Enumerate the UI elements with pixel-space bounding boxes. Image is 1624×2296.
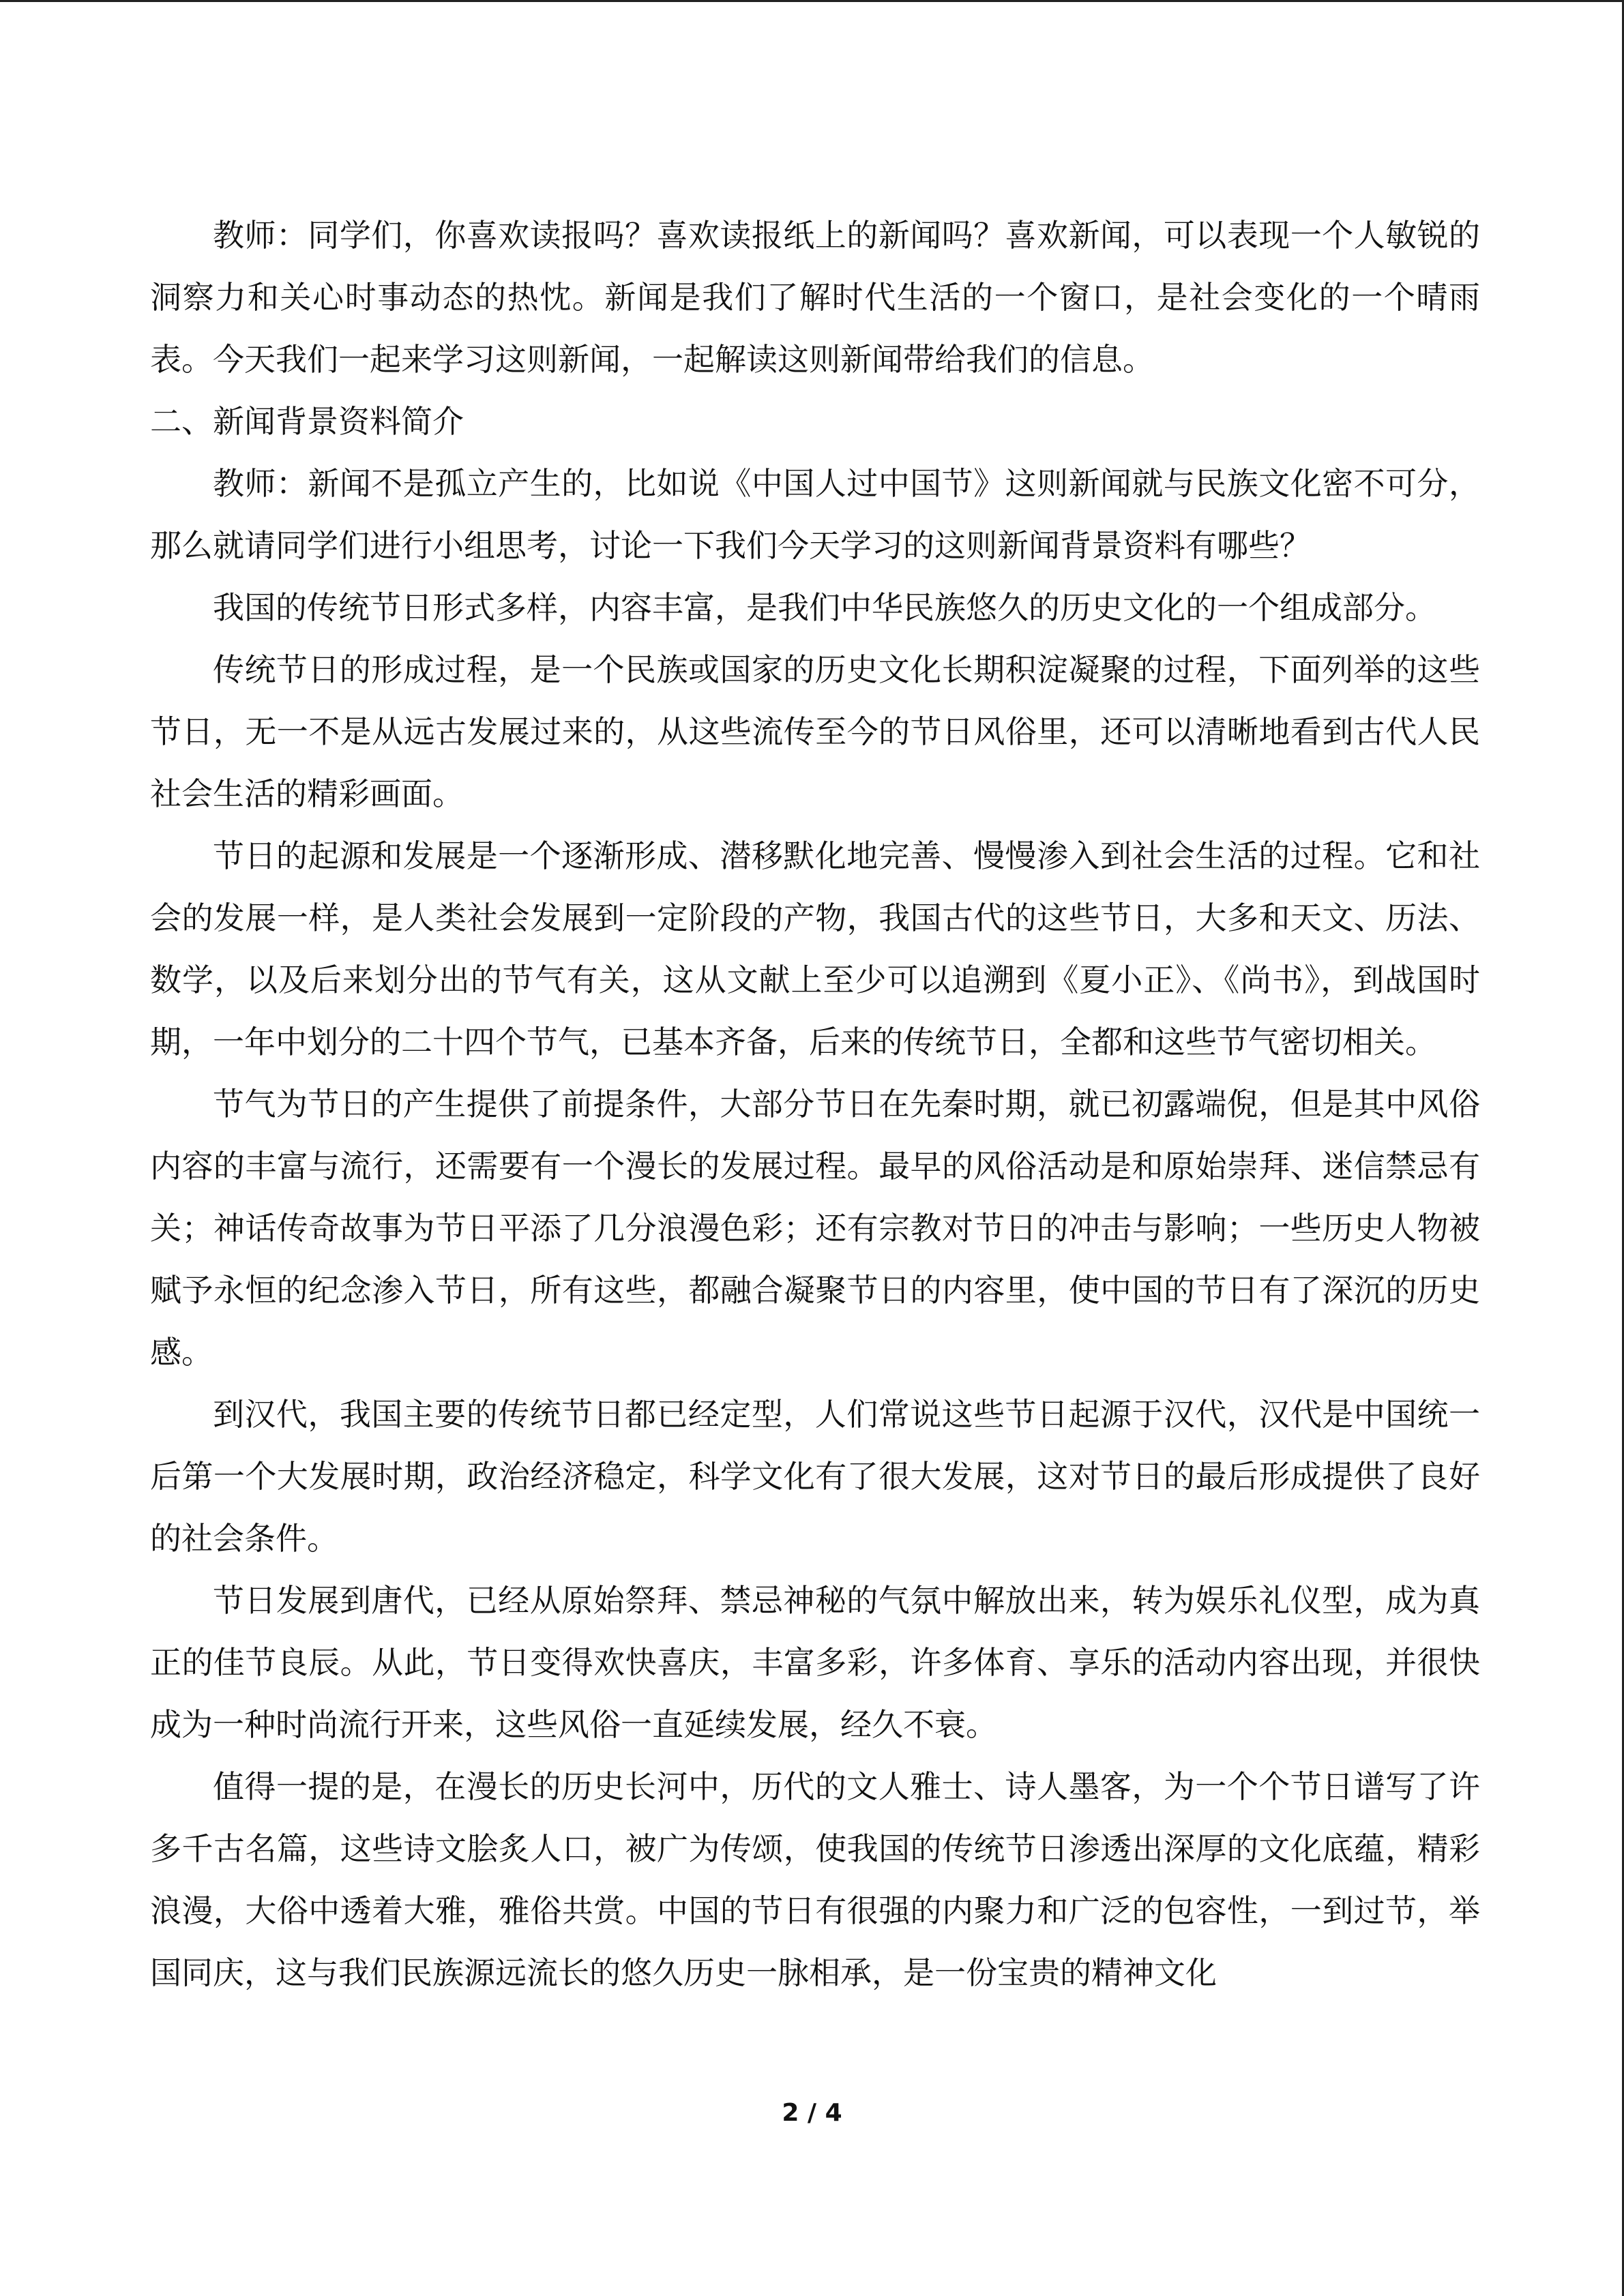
paragraph-traditional-festivals: 我国的传统节日形式多样，内容丰富，是我们中华民族悠久的历史文化的一个组成部分。: [213, 589, 1436, 626]
paragraph-teacher-background: 教师：新闻不是孤立产生的，比如说《中国人过中国节》这则新闻就与民族文化密不可分，那么就请同学们进行小组思考，讨论一下我们今天学习的这则新闻背景资料有哪些？: [150, 465, 1480, 564]
section-heading: 二、新闻背景资料简介: [150, 403, 464, 440]
paragraph-han-dynasty: 到汉代，我国主要的传统节日都已经定型，人们常说这些节日起源于汉代，汉代是中国统一后第一个大发展时期，政治经济稳定，科学文化有了很大发展，这对节日的最后形成提供了良好的社会条件。: [150, 1396, 1480, 1557]
top-border-rule: [0, 0, 1624, 2]
paragraph-solar-terms: 节气为节日的产生提供了前提条件，大部分节日在先秦时期，就已初露端倪，但是其中风俗内容的丰富与流行，还需要有一个漫长的发展过程。最早的风俗活动是和原始崇拜、迷信禁忌有关；神话传奇故事为节日平添了几分浪漫色彩；还有宗教对节日的冲击与影响；一些历史人物被赋予永恒的纪念渗入节日，所有这些，都融合凝聚节日的内容里，使中国的节日有了深沉的历史感。: [150, 1086, 1480, 1371]
paragraph-teacher-intro: 教师：同学们，你喜欢读报吗？喜欢读报纸上的新闻吗？喜欢新闻，可以表现一个人敏锐的洞察力和关心时事动态的热忱。新闻是我们了解时代生活的一个窗口，是社会变化的一个晴雨表。今天我们一起来学习这则新闻，一起解读这则新闻带给我们的信息。: [150, 217, 1480, 378]
page-number: 2 / 4: [782, 2099, 842, 2127]
paragraph-festival-origin: 节日的起源和发展是一个逐渐形成、潜移默化地完善、慢慢渗入到社会生活的过程。它和社会的发展一样，是人类社会发展到一定阶段的产物，我国古代的这些节日，大多和天文、历法、数学，以及后来划分出的节气有关，这从文献上至少可以追溯到《夏小正》、《尚书》，到战国时期，一年中划分的二十四个节气，已基本齐备，后来的传统节日，全都和这些节气密切相关。: [150, 837, 1480, 1060]
paragraph-tang-dynasty: 节日发展到唐代，已经从原始祭拜、禁忌神秘的气氛中解放出来，转为娱乐礼仪型，成为真正的佳节良辰。从此，节日变得欢快喜庆，丰富多彩，许多体育、享乐的活动内容出现，并很快成为一种时尚流行开来，这些风俗一直延续发展，经久不衰。: [150, 1582, 1480, 1743]
document-body: [150, 205, 1480, 2004]
paragraph-festival-formation: 传统节日的形成过程，是一个民族或国家的历史文化长期积淀凝聚的过程，下面列举的这些节日，无一不是从远古发展过来的，从这些流传至今的节日风俗里，还可以清晰地看到古代人民社会生活的精彩画面。: [150, 651, 1480, 812]
paragraph-literati: 值得一提的是，在漫长的历史长河中，历代的文人雅士、诗人墨客，为一个个节日谱写了许多千古名篇，这些诗文脍炙人口，被广为传颂，使我国的传统节日渗透出深厚的文化底蕴，精彩浪漫，大俗中透着大雅，雅俗共赏。中国的节日有很强的内聚力和广泛的包容性，一到过节，举国同庆，这与我们民族源远流长的悠久历史一脉相承，是一份宝贵的精神文化: [150, 1768, 1480, 1991]
